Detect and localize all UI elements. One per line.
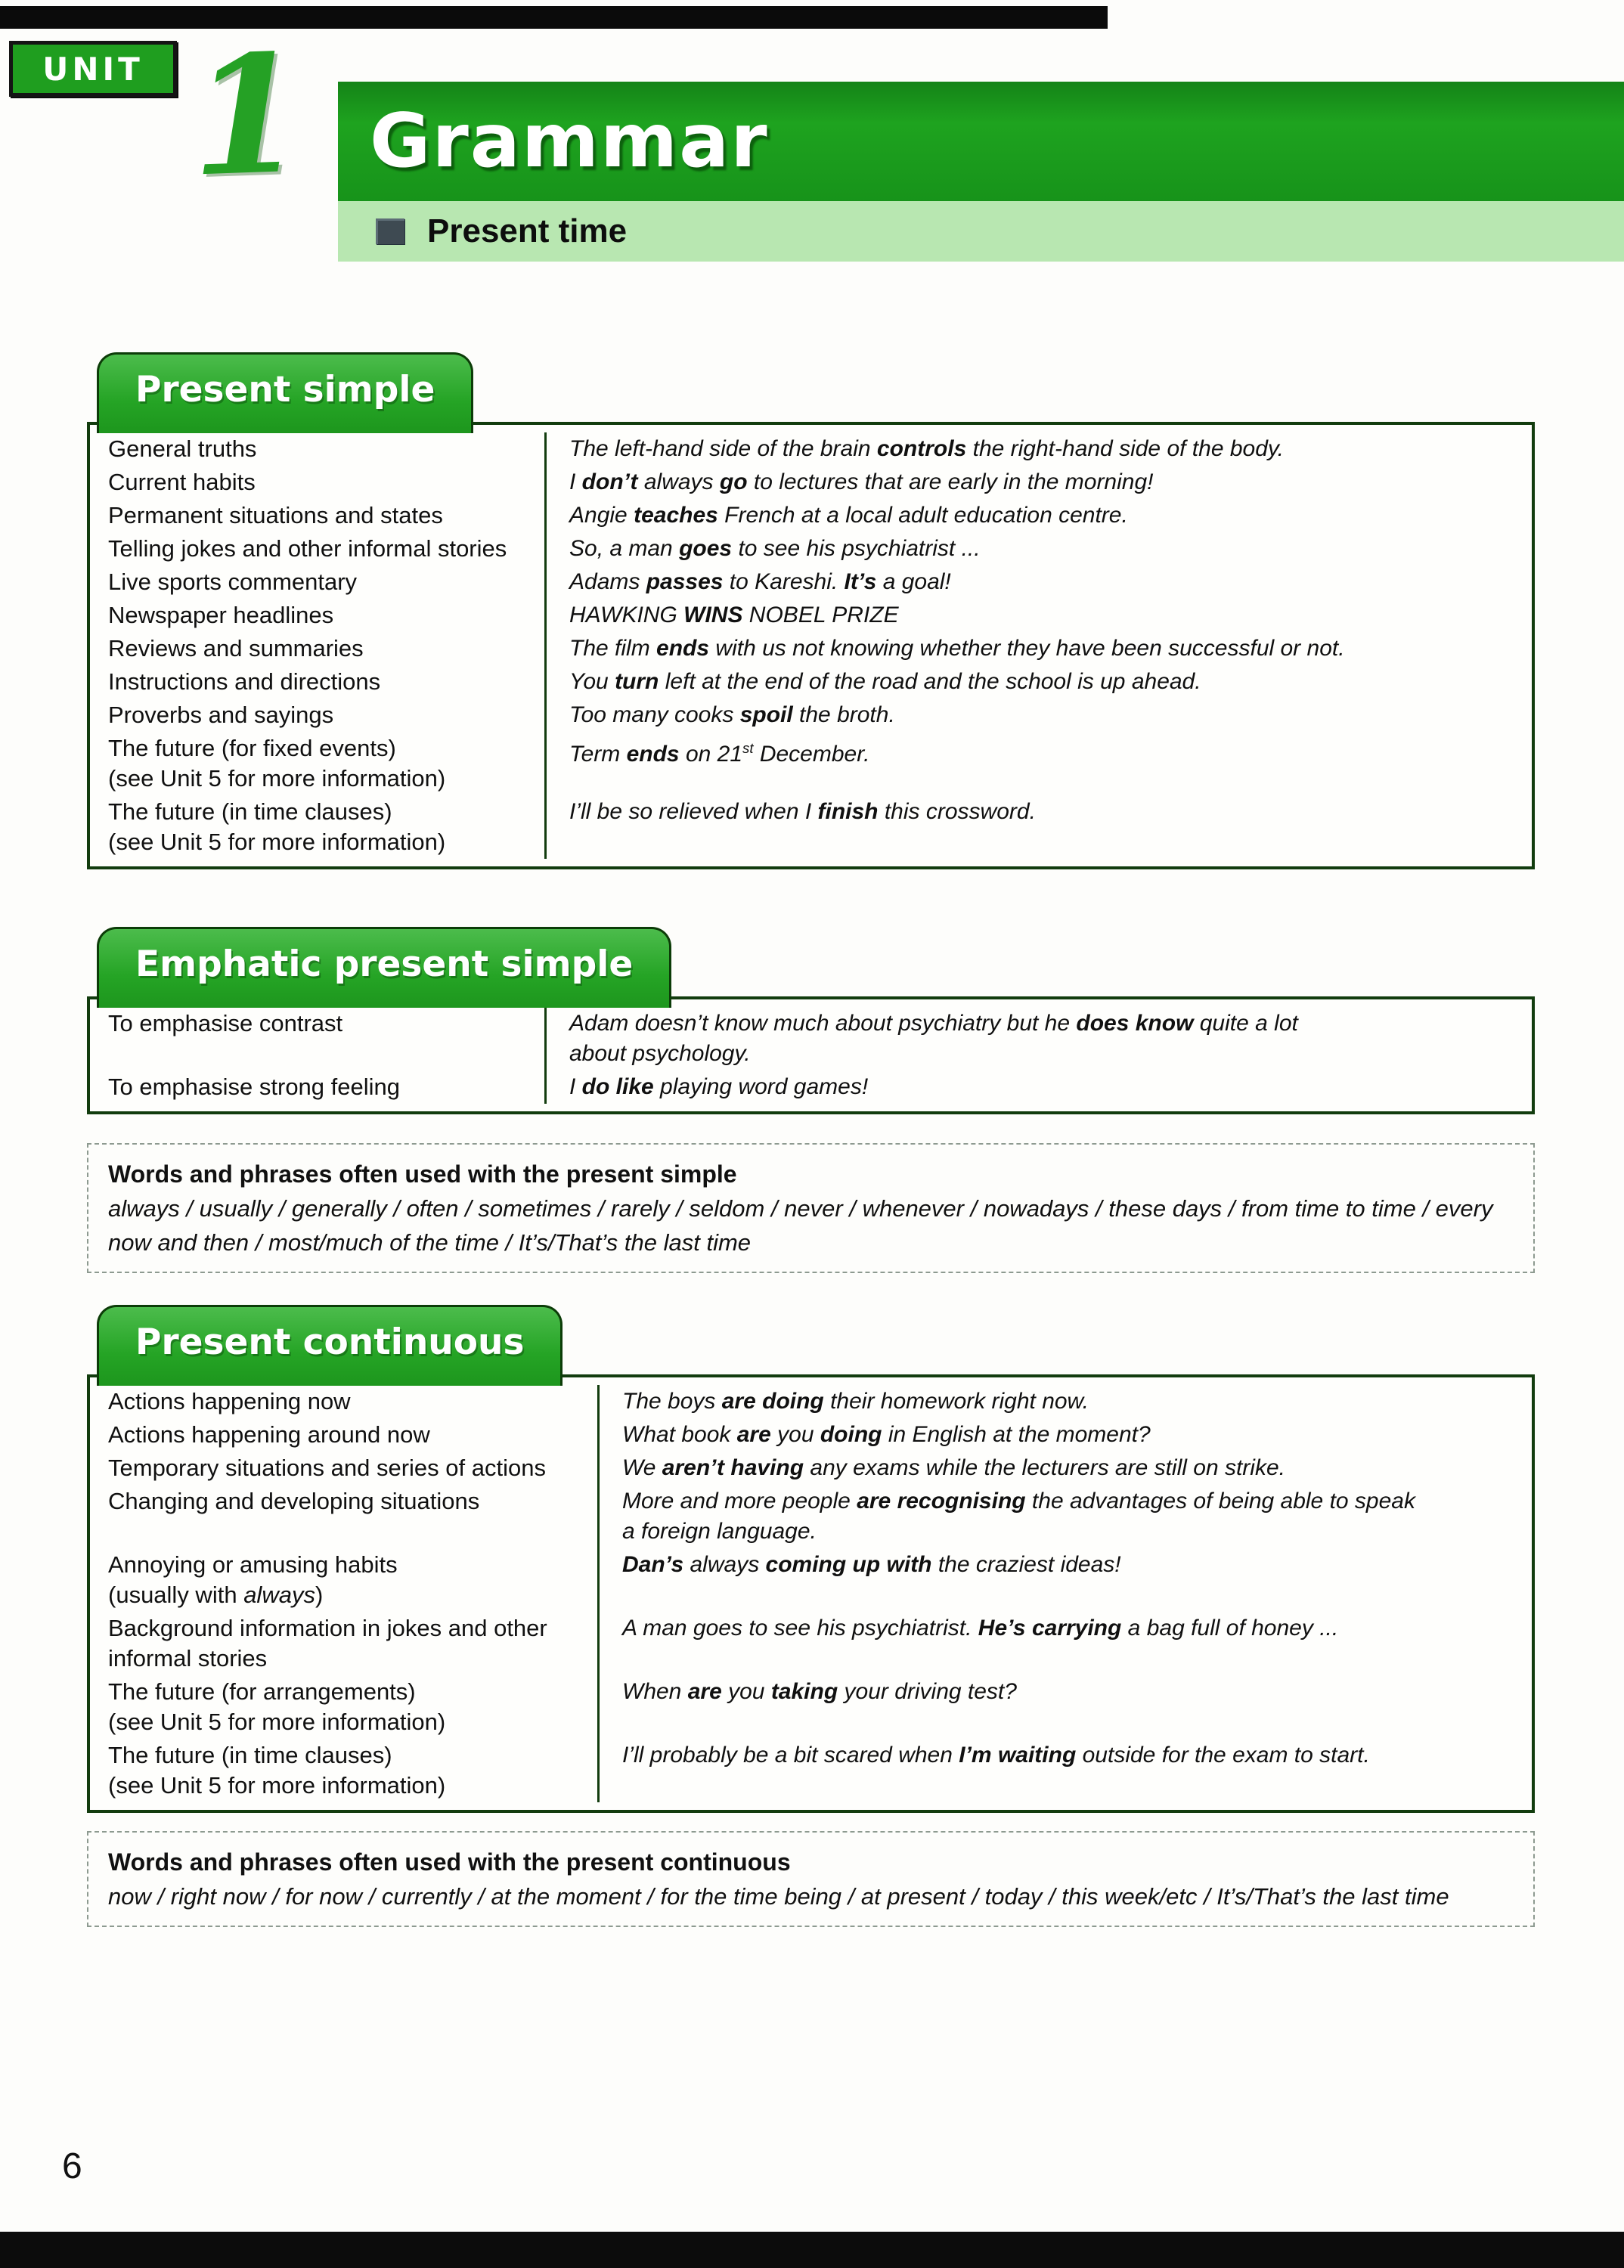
table-row bbox=[90, 795, 1532, 859]
unit-number: 1 bbox=[187, 17, 307, 213]
usage-cell: General truths bbox=[108, 435, 257, 462]
example-cell: When are you taking your driving test? bbox=[597, 1675, 1532, 1739]
example-cell: We aren’t having any exams while the lecturers are still on strike. bbox=[597, 1452, 1532, 1485]
page-title-bar bbox=[338, 82, 1624, 201]
usage-cell: The future (in time clauses) (see Unit 5 for more information) bbox=[108, 798, 446, 855]
square-bullet-icon bbox=[376, 218, 404, 244]
table-row bbox=[90, 1007, 1532, 1070]
table-row bbox=[90, 1070, 1532, 1104]
example-cell: I’ll probably be a bit scared when I’m waiting outside for the exam to start. bbox=[597, 1739, 1532, 1802]
present-simple-table bbox=[87, 422, 1535, 869]
table-row bbox=[90, 565, 1532, 599]
example-cell: Dan’s always coming up with the craziest ideas! bbox=[597, 1548, 1532, 1612]
usage-cell: The future (in time clauses) (see Unit 5 for more information) bbox=[108, 1742, 446, 1799]
example-cell: I’ll be so relieved when I finish this crossword. bbox=[544, 795, 1532, 859]
usage-cell: Changing and developing situations bbox=[108, 1488, 480, 1514]
words-box-title: Words and phrases often used with the present continuous bbox=[108, 1848, 791, 1876]
table-row bbox=[90, 1612, 1532, 1675]
table-row bbox=[90, 1452, 1532, 1485]
words-box-title: Words and phrases often used with the present simple bbox=[108, 1160, 737, 1188]
usage-cell: Instructions and directions bbox=[108, 668, 381, 695]
unit-badge bbox=[9, 41, 177, 97]
usage-cell: Proverbs and sayings bbox=[108, 702, 334, 728]
example-cell: Term ends on 21st December. bbox=[544, 732, 1532, 795]
table-row bbox=[90, 1739, 1532, 1802]
example-cell: A man goes to see his psychiatrist. He’s carrying a bag full of honey ... bbox=[597, 1612, 1532, 1675]
tab-present-simple: Present simple bbox=[97, 352, 473, 433]
usage-cell: Newspaper headlines bbox=[108, 602, 334, 628]
table-row bbox=[90, 1548, 1532, 1612]
table-row bbox=[90, 466, 1532, 499]
present-continuous-table bbox=[87, 1374, 1535, 1813]
page-number: 6 bbox=[62, 2146, 82, 2186]
page-subtitle: Present time bbox=[427, 212, 628, 249]
table-row bbox=[90, 699, 1532, 732]
words-box-present-continuous bbox=[87, 1831, 1535, 1927]
example-cell: The left-hand side of the brain controls the right-hand side of the body. bbox=[544, 432, 1532, 466]
usage-cell: Current habits bbox=[108, 469, 256, 495]
example-cell: So, a man goes to see his psychiatrist ... bbox=[544, 532, 1532, 565]
usage-cell: Telling jokes and other informal stories bbox=[108, 535, 507, 562]
usage-cell: Reviews and summaries bbox=[108, 635, 364, 662]
example-cell: The film ends with us not knowing whether they have been successful or not. bbox=[544, 632, 1532, 665]
example-cell: You turn left at the end of the road and the school is up ahead. bbox=[544, 665, 1532, 699]
table-row bbox=[90, 1675, 1532, 1739]
usage-cell: Live sports commentary bbox=[108, 569, 358, 595]
words-box-body: always / usually / generally / often / sometimes / rarely / seldom / never / whenever / nowadays / these days / from time to time / every now and then / most/much of the time / It’s/That’s the last time bbox=[108, 1195, 1493, 1256]
table-row bbox=[90, 499, 1532, 532]
present-simple-rows bbox=[90, 425, 1532, 866]
usage-cell: To emphasise strong feeling bbox=[108, 1074, 401, 1100]
usage-cell: Background information in jokes and other informal stories bbox=[108, 1615, 547, 1672]
table-row bbox=[90, 665, 1532, 699]
table-row bbox=[90, 432, 1532, 466]
words-box-body: now / right now / for now / currently / at the moment / for the time being / at present / today / this week/etc / It’s/That’s the last time bbox=[108, 1883, 1449, 1910]
emphatic-rows bbox=[90, 999, 1532, 1111]
present-continuous-rows bbox=[90, 1377, 1532, 1810]
bottom-black-bar bbox=[0, 2232, 1624, 2268]
table-row bbox=[90, 632, 1532, 665]
usage-cell: Permanent situations and states bbox=[108, 502, 443, 528]
subtitle-bar bbox=[338, 201, 1624, 262]
table-row bbox=[90, 532, 1532, 565]
usage-cell: Actions happening around now bbox=[108, 1421, 430, 1448]
usage-cell: The future (for fixed events) (see Unit 5 for more information) bbox=[108, 735, 446, 792]
emphatic-present-simple-table bbox=[87, 996, 1535, 1114]
tab-emphatic-present-simple: Emphatic present simple bbox=[97, 927, 671, 1008]
table-row bbox=[90, 599, 1532, 632]
page-title: Grammar bbox=[370, 98, 769, 184]
words-box-present-simple bbox=[87, 1143, 1535, 1273]
tab-present-continuous: Present continuous bbox=[97, 1305, 563, 1386]
usage-cell: To emphasise contrast bbox=[108, 1010, 343, 1036]
table-row bbox=[90, 1418, 1532, 1452]
example-cell: HAWKING WINS NOBEL PRIZE bbox=[544, 599, 1532, 632]
example-cell: I do like playing word games! bbox=[544, 1070, 1532, 1104]
example-cell: What book are you doing in English at the moment? bbox=[597, 1418, 1532, 1452]
unit-label: UNIT bbox=[42, 50, 144, 88]
table-row bbox=[90, 1485, 1532, 1548]
usage-cell: Annoying or amusing habits (usually with always) bbox=[108, 1551, 398, 1608]
top-black-bar bbox=[0, 6, 1108, 29]
example-cell: Adams passes to Kareshi. It’s a goal! bbox=[544, 565, 1532, 599]
usage-cell: Actions happening now bbox=[108, 1388, 351, 1414]
example-cell: More and more people are recognising the advantages of being able to speak a foreign language. bbox=[597, 1485, 1532, 1548]
example-cell: Too many cooks spoil the broth. bbox=[544, 699, 1532, 732]
example-cell: Angie teaches French at a local adult education centre. bbox=[544, 499, 1532, 532]
table-row bbox=[90, 732, 1532, 795]
example-cell: I don’t always go to lectures that are early in the morning! bbox=[544, 466, 1532, 499]
usage-cell: The future (for arrangements) (see Unit 5 for more information) bbox=[108, 1678, 446, 1735]
usage-cell: Temporary situations and series of actions bbox=[108, 1455, 546, 1481]
example-cell: The boys are doing their homework right now. bbox=[597, 1385, 1532, 1418]
table-row bbox=[90, 1385, 1532, 1418]
example-cell: Adam doesn’t know much about psychiatry but he does know quite a lot about psychology. bbox=[544, 1007, 1532, 1070]
